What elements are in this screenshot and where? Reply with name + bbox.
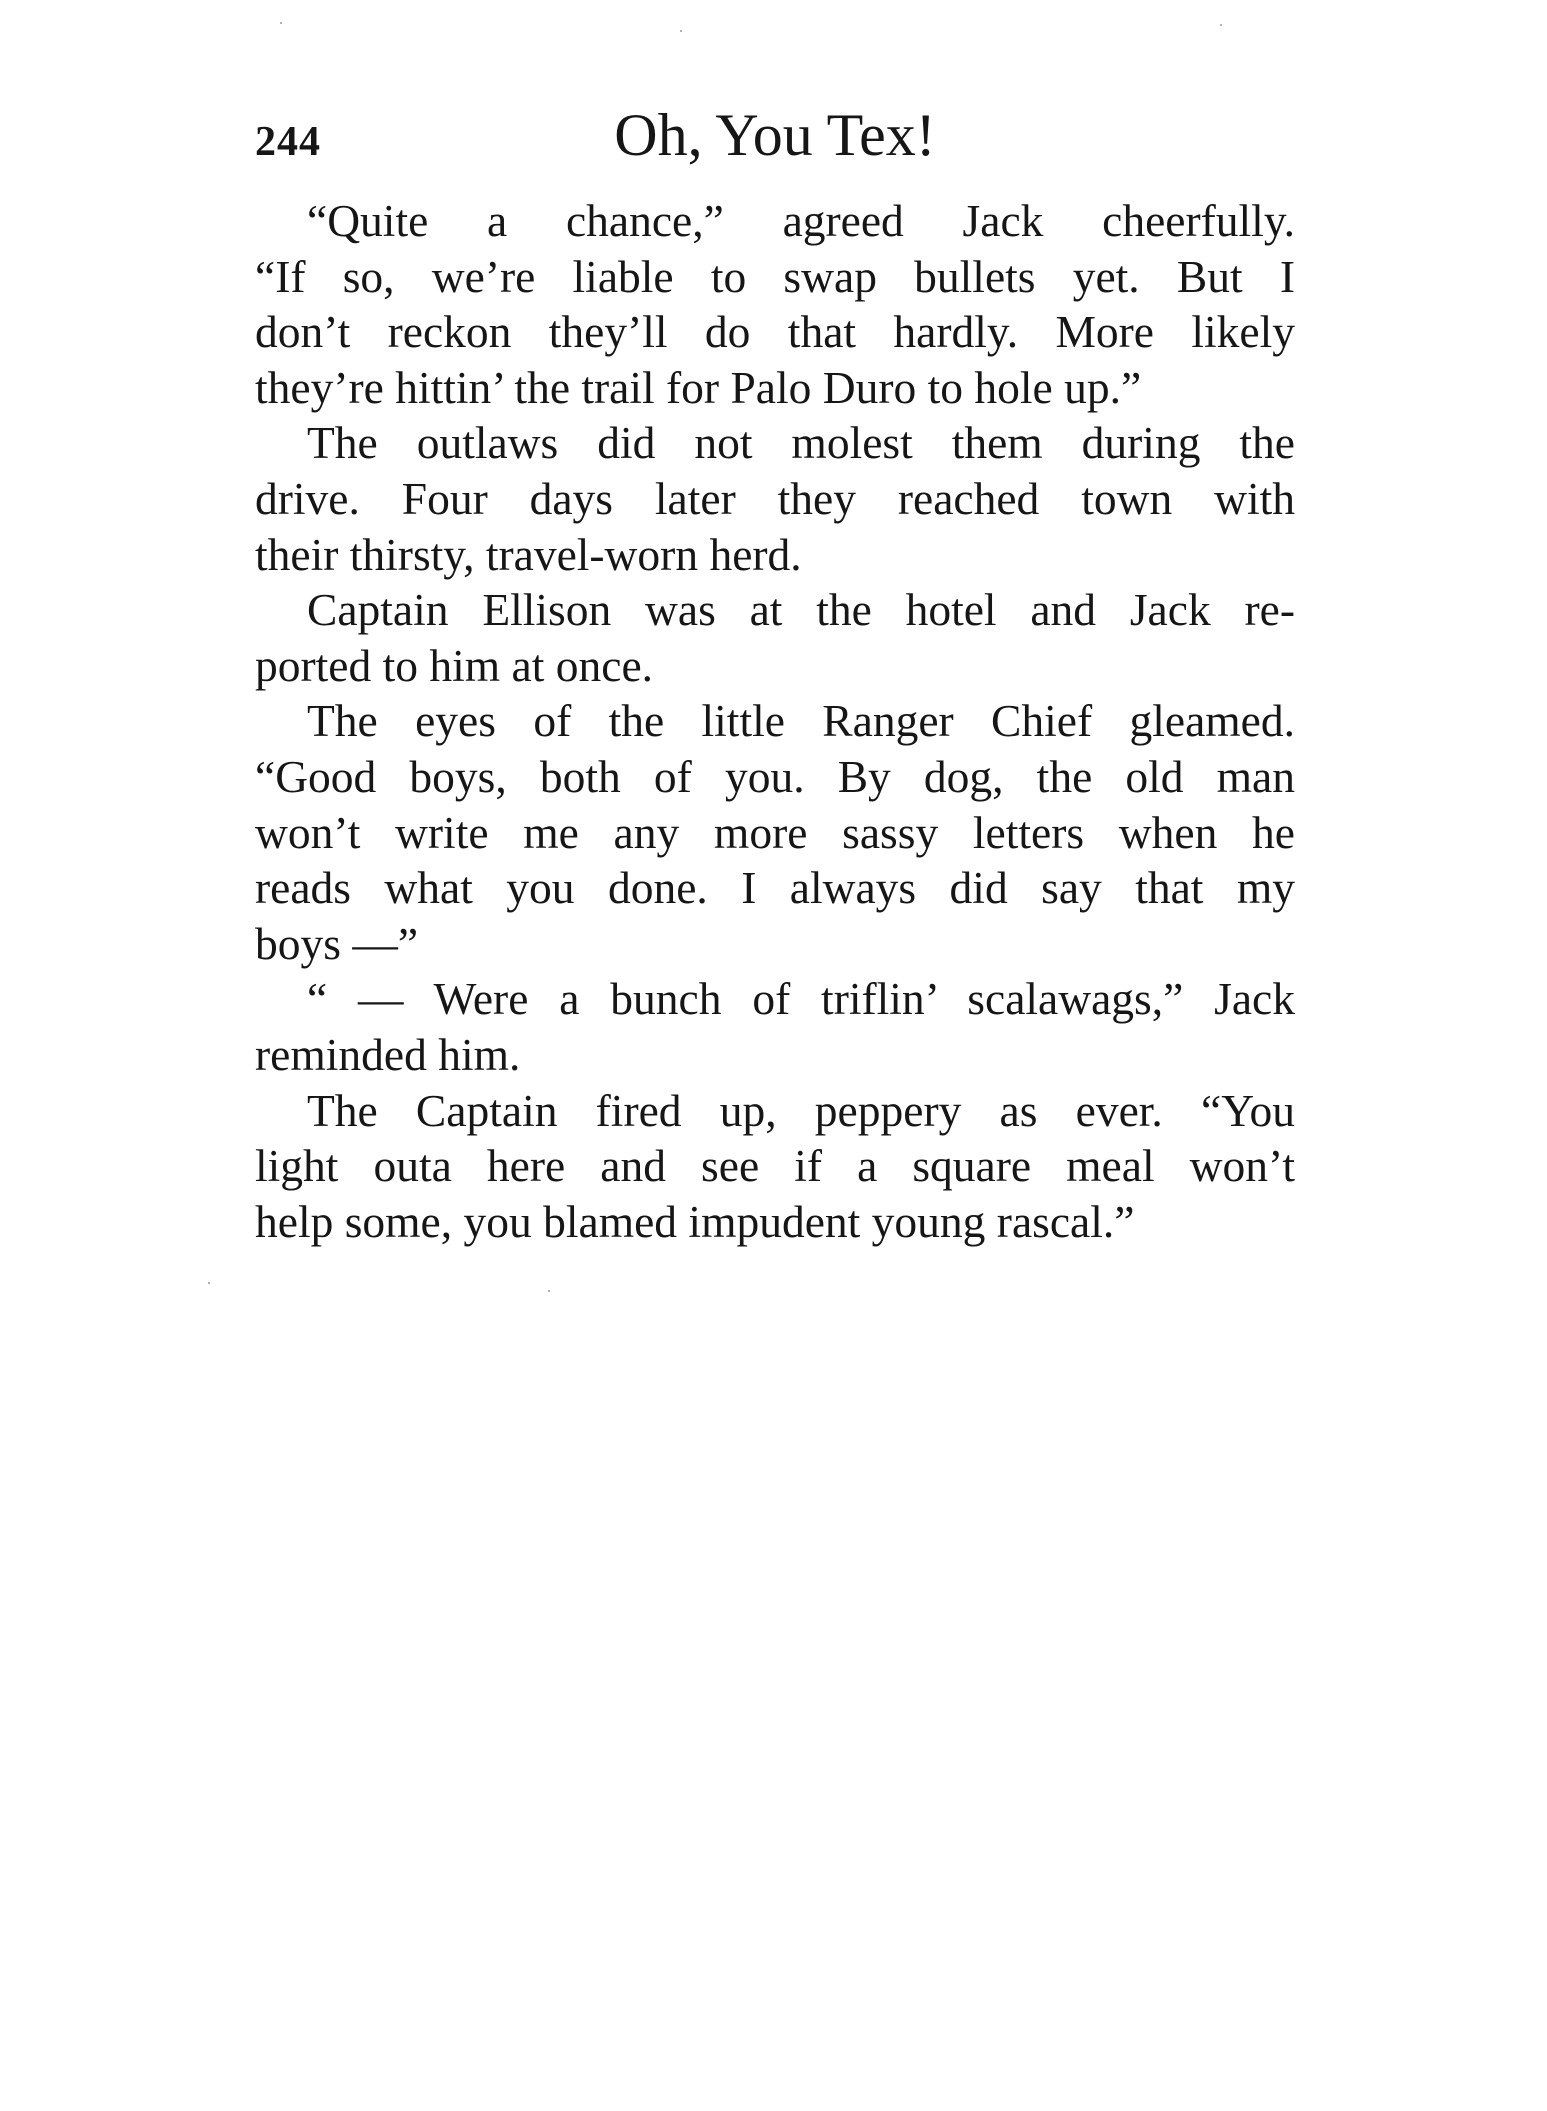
- text-line: boys —”: [255, 917, 419, 969]
- text-line: ported to him at once.: [255, 639, 654, 691]
- text-line: they’re hittin’ the trail for Palo Duro to hole up.”: [255, 361, 1142, 413]
- text-line: help some, you blamed impudent young rascal.”: [255, 1195, 1135, 1247]
- text-line: reminded him.: [255, 1028, 521, 1080]
- page-header: [255, 100, 1295, 180]
- text-line: “If so, we’re liable to swap bullets yet. But I: [255, 250, 1295, 302]
- text-line: don’t reckon they’ll do that hardly. More likely: [255, 306, 1295, 358]
- running-title: Oh, You Tex!: [614, 102, 936, 168]
- paragraph: [255, 971, 1295, 1082]
- text-line: Captain Ellison was at the hotel and Jack re-: [307, 584, 1295, 636]
- paragraph: [255, 1083, 1295, 1250]
- scan-speck: [680, 30, 682, 32]
- text-line: “Quite a chance,” agreed Jack cheerfully.: [307, 195, 1295, 246]
- scan-speck: [208, 1282, 210, 1284]
- text-line: reads what you done. I always did say that my: [255, 862, 1295, 914]
- text-line: The outlaws did not molest them during the: [307, 417, 1295, 469]
- scan-speck: [548, 1290, 550, 1292]
- page-number: 244: [255, 119, 321, 165]
- paragraph: [255, 582, 1295, 693]
- paragraph: [255, 693, 1295, 971]
- text-line: drive. Four days later they reached town with: [255, 472, 1295, 524]
- paragraph: [255, 415, 1295, 582]
- text-line: The Captain fired up, peppery as ever. “You: [307, 1084, 1295, 1136]
- scan-speck: [280, 22, 282, 24]
- text-line: their thirsty, travel-worn herd.: [255, 528, 802, 580]
- body-text: [255, 193, 1295, 1249]
- scan-speck: [1220, 24, 1222, 26]
- text-line: The eyes of the little Ranger Chief gleamed.: [307, 695, 1295, 747]
- paragraph: [255, 193, 1295, 415]
- text-line: won’t write me any more sassy letters when he: [255, 806, 1295, 858]
- text-line: light outa here and see if a square meal won’t: [255, 1140, 1295, 1192]
- text-line: “ — Were a bunch of triflin’ scalawags,” Jack: [307, 973, 1295, 1025]
- text-line: “Good boys, both of you. By dog, the old man: [255, 750, 1295, 802]
